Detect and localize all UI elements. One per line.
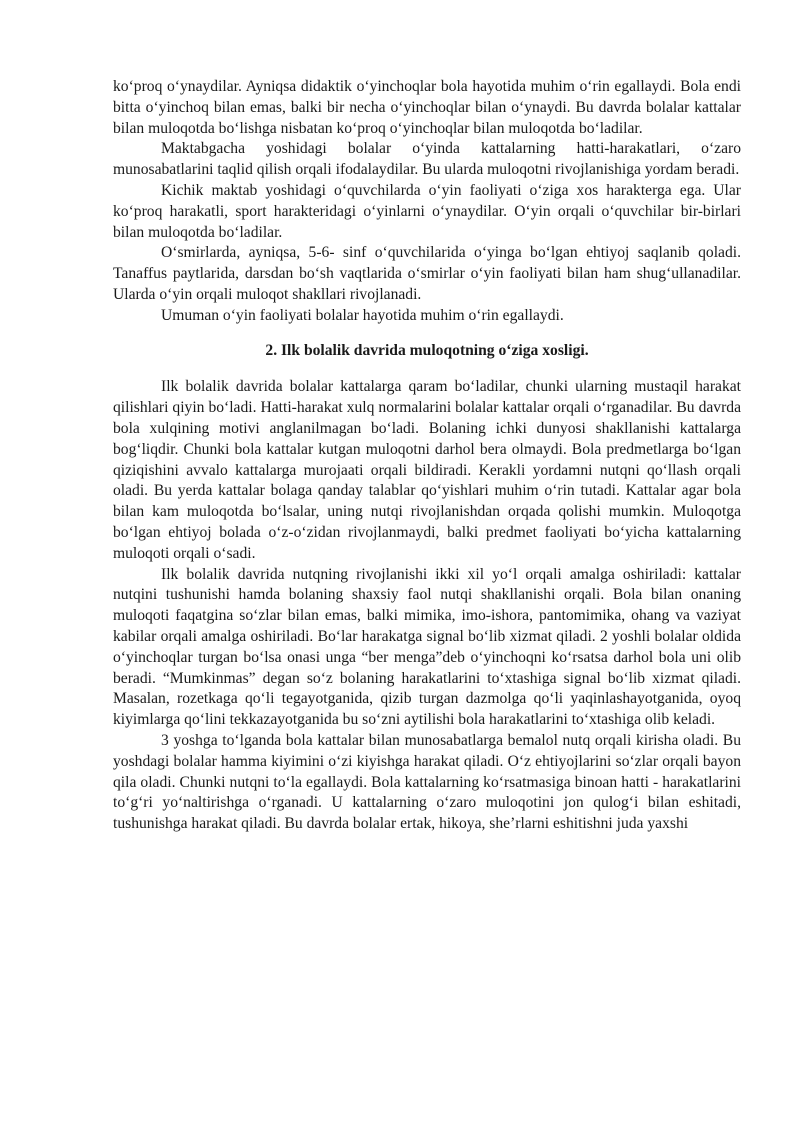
section-heading: 2. Ilk bolalik davrida muloqotning o‘ziga xosligi. [265,341,589,359]
paragraph: Maktabgacha yoshidagi bolalar o‘yinda kattalarning hatti-harakatlari, o‘zaro munosabatlarini taqlid qilish orqali ifodalaydilar. Bu ularda muloqotni rivojlanishiga yordam beradi. [113,140,741,179]
paragraph: O‘smirlarda, ayniqsa, 5-6- sinf o‘quvchilarida o‘yinga bo‘lgan ehtiyoj saqlanib qoladi. Tanaffus paytlarida, darsdan bo‘sh vaqtlarida o‘smirlar o‘yin faoliyati bilan ham shug‘ullanadilar. Ularda o‘yin orqali muloqot shakllari rivojlanadi. [113,244,741,303]
paragraph: Umuman o‘yin faoliyati bolalar hayotida muhim o‘rin egallaydi. [161,306,564,324]
document-page [113,77,741,835]
paragraph: Kichik maktab yoshidagi o‘quvchilarda o‘yin faoliyati o‘ziga xos harakterga ega. Ular ko‘proq harakatli, sport harakteridagi o‘yinlarni o‘ynaydilar. O‘yin orqali o‘quvchilar bir-birlari bilan muloqotda bo‘ladilar. [113,181,741,241]
paragraph: 3 yoshga to‘lganda bola kattalar bilan munosabatlarga bemalol nutq orqali kirisha oladi. Bu yoshdagi bolalar hamma kiyimini o‘zi kiyishga harakat qiladi. O‘z ehtiyojlarini so‘zlar orqali bayon qila oladi. Chunki nutqni to‘la egallaydi. Bola kattalarning ko‘rsatmasiga binoan hatti - harakatlarini to‘g‘ri yo‘naltirishga o‘rganadi. U kattalarning o‘zaro muloqotini jon qulog‘i bilan eshitadi, tushunishga harakat qiladi. Bu davrda bolalar ertak, hikoya, she’rlarni eshitishni juda yaxshi [113,731,741,833]
paragraph: Ilk bolalik davrida nutqning rivojlanishi ikki xil yo‘l orqali amalga oshiriladi: kattalar nutqini tushunishi hamda bolaning shaxsiy faol nutqi shakllanishi orqali. Bola bilan onaning muloqoti faqatgina so‘zlar bilan emas, balki mimika, imo-ishora, pantomimika, ohang va vaziyat kabilar orqali amalga oshiriladi. Bo‘lar harakatga signal bo‘lib xizmat qiladi. 2 yoshli bolalar oldida o‘yinchoqlar turgan bo‘lsa onasi unga “ber menga”deb o‘yinchoqni ko‘rsatsa darhol bola uni olib beradi. “Mumkinmas” degan so‘z bolaning harakatlarini to‘xtashiga signal bo‘lib xizmat qiladi. Masalan, rozetkaga qo‘li tegayotganida, qizib turgan dazmolga qo‘li yaqinlashayotganida, oyoq kiyimlarga qo‘lini tekkazayotganida bu so‘zni aytilishi bola harakatlarini to‘xtashiga olib keladi. [113,565,741,729]
paragraph: ko‘proq o‘ynaydilar. Ayniqsa didaktik o‘yinchoqlar bola hayotida muhim o‘rin egallaydi. Bola endi bitta o‘yinchoq bilan emas, balki bir necha o‘yinchoqlar bilan o‘ynaydi. Bu davrda bolalar kattalar bilan muloqotda bo‘lishga nisbatan ko‘proq o‘yinchoqlar bilan muloqotda bo‘ladilar. [113,78,741,137]
paragraph: Ilk bolalik davrida bolalar kattalarga qaram bo‘ladilar, chunki ularning mustaqil harakat qilishlari qiyin bo‘ladi. Hatti-harakat xulq normalarini bolalar kattalar orqali o‘rganadilar. Bu davrda bola xulqining motivi anglanilmagan bo‘ladi. Bolaning ichki dunyosi shakllanishi kattalarga bog‘liqdir. Chunki bola kattalar kutgan muloqotni darhol bera olmaydi. Bola predmetlarga bo‘lgan qiziqishini avvalo kattalarga murojaati orqali bildiradi. Kerakli yordamni nutqni qo‘llash orqali oladi. Bu yerda kattalar bolaga qanday talablar qo‘yishlari muhim o‘rin tutadi. Kattalar agar bola bilan kam muloqotda bo‘lsalar, uning nutqi rivojlanishdan orqada qolishi mumkin. Muloqotga bo‘lgan ehtiyoj bolada o‘z-o‘zidan rivojlanmaydi, balki predmet faoliyati bo‘yicha kattalarning muloqoti orqali o‘sadi. [113,378,741,562]
